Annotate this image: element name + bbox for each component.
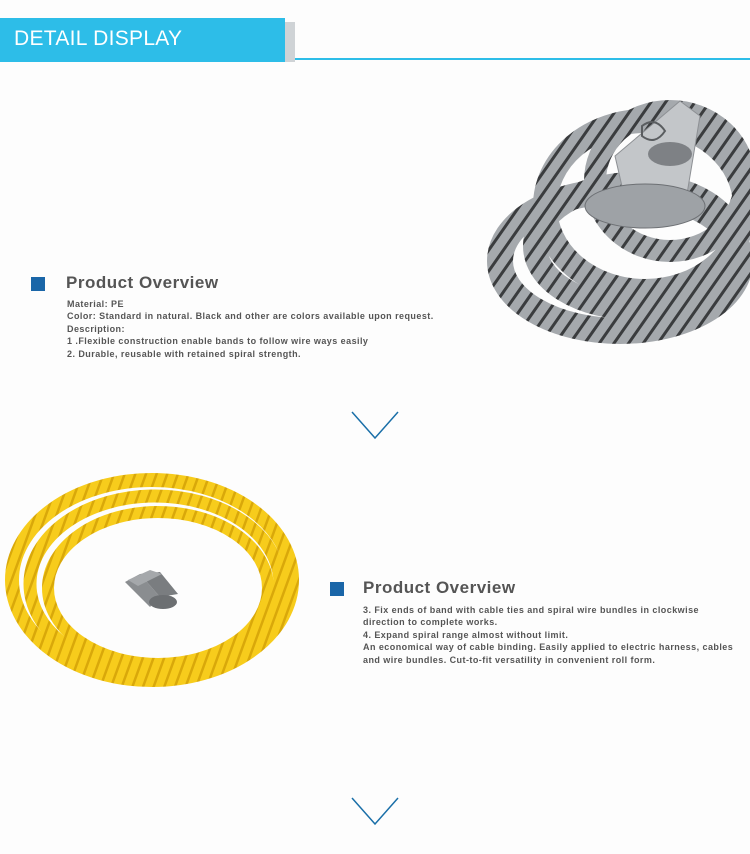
- chevron-down-icon: [350, 796, 400, 826]
- chevron-down-icon: [350, 410, 400, 440]
- desc-line: Color: Standard in natural. Black and other are colors available upon request.: [67, 311, 434, 322]
- header-divider: [295, 58, 750, 60]
- page-title: DETAIL DISPLAY: [14, 27, 183, 50]
- gray-spiral-wrap-image: [470, 86, 750, 346]
- desc-line: 2. Durable, reusable with retained spiral strength.: [67, 348, 302, 359]
- desc-line: Material: PE: [67, 299, 124, 309]
- product-description: [363, 604, 738, 666]
- desc-line: An economical way of cable binding. Easily applied to electric harness, cables and wire bundles. Cut-to-fit versatility in convenient roll form.: [363, 642, 734, 665]
- desc-line: 1 .Flexible construction enable bands to follow wire ways easily: [67, 336, 369, 347]
- section-marker-square: [330, 582, 344, 596]
- product-overview-heading: Product Overview: [363, 578, 516, 597]
- header-bar-shadow: [285, 22, 295, 62]
- desc-line: 3. Fix ends of band with cable ties and spiral wire bundles in clockwise direction to complete works.: [363, 605, 699, 628]
- product-description: [67, 298, 434, 360]
- product-overview-heading: Product Overview: [66, 273, 219, 292]
- desc-line: 4. Expand spiral range almost without limit.: [363, 629, 569, 640]
- yellow-spiral-wrap-image: [0, 462, 310, 694]
- desc-line: Description:: [67, 323, 125, 334]
- section-marker-square: [31, 277, 45, 291]
- cable-tool-image: [125, 570, 178, 609]
